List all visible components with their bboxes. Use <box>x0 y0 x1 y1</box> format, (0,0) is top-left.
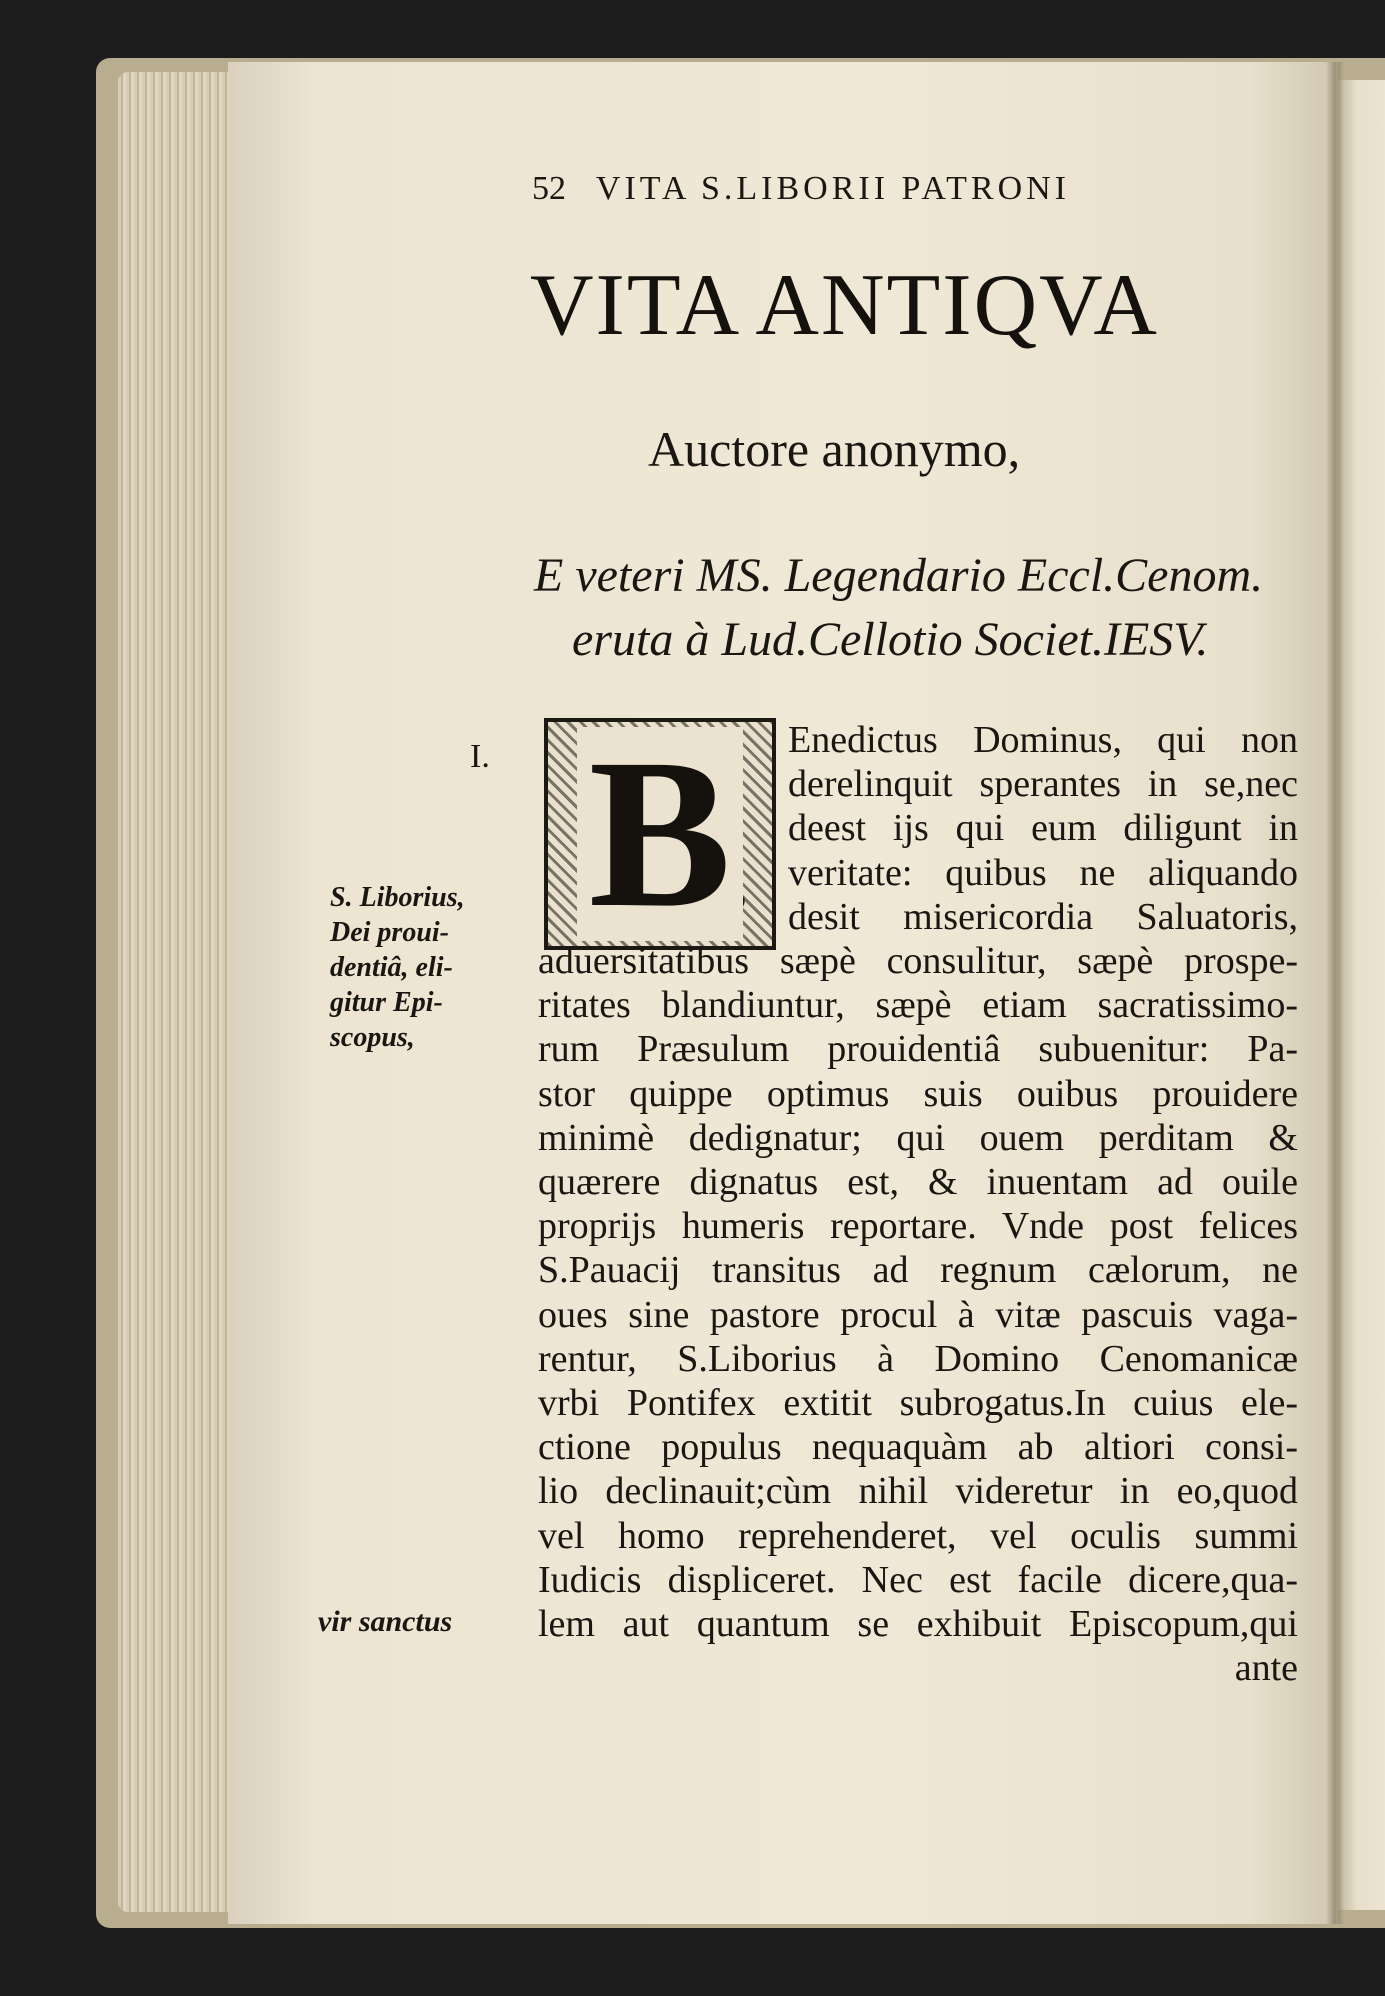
text-line: ctione populus nequaquàm ab altiori consi- <box>538 1426 1298 1469</box>
chapter-number: I. <box>470 738 490 775</box>
running-head-title: VITA S.LIBORII PATRONI <box>595 170 1070 207</box>
text-line: rentur, S.Liborius à Domino Cenomanicæ <box>538 1337 1298 1380</box>
text-line: proprijs humeris reportare. Vnde post felices <box>538 1205 1298 1248</box>
text-line: minimè dedignatur; qui ouem perditam & <box>538 1116 1298 1159</box>
text-line: stor quippe optimus suis ouibus prouidere <box>538 1072 1298 1115</box>
text-line: desit misericordia Saluatoris, <box>788 895 1298 938</box>
text-line: Iudicis displiceret. Nec est facile dicere,qua- <box>538 1558 1298 1601</box>
margin-note-line: Dei proui- <box>330 917 449 948</box>
text-line: vrbi Pontifex extitit subrogatus.In cuius ele- <box>538 1382 1298 1425</box>
drop-cap-letter: B <box>577 727 744 941</box>
text-line: lio declinauit;cùm nihil videretur in eo,quod <box>538 1470 1298 1513</box>
source-line-1: E veteri MS. Legendario Eccl.Cenom. <box>534 549 1264 602</box>
text-line: rum Præsulum prouidentiâ subuenitur: Pa- <box>538 1028 1298 1071</box>
text-line: veritate: quibus ne aliquando <box>788 851 1298 894</box>
margin-note-line: scopus, <box>330 1022 415 1053</box>
margin-note-line: gitur Epi- <box>330 987 443 1018</box>
margin-note <box>330 880 500 1055</box>
text-line: Enedictus Dominus, qui non <box>788 719 1298 761</box>
facing-page <box>1338 80 1385 1910</box>
page-title: VITA ANTIQVA <box>530 257 1159 354</box>
body-text <box>538 718 1298 1690</box>
text-line: lem aut quantum se exhibuit Episcopum,qui <box>538 1603 1298 1646</box>
text-line: quærere dignatus est, & inuentam ad ouile <box>538 1161 1298 1204</box>
text-line: deest ijs qui eum diligunt in <box>788 807 1298 850</box>
margin-note-2: vir sanctus <box>318 1605 453 1638</box>
source-line-2: eruta à Lud.Cellotio Societ.IESV. <box>572 613 1209 666</box>
text-line: vel homo reprehenderet, vel oculis summi <box>538 1514 1298 1557</box>
subtitle: Auctore anonymo, <box>648 421 1021 477</box>
running-head <box>532 170 1262 208</box>
text-line: S.Pauacij transitus ad regnum cælorum, ne <box>538 1249 1298 1292</box>
text-line: aduersitatibus sæpè consulitur, sæpè prospe- <box>538 940 1298 983</box>
gutter-shadow <box>1326 62 1344 1924</box>
catchword: ante <box>1234 1647 1298 1690</box>
page-number: 52 <box>532 170 566 207</box>
text-line: oues sine pastore procul à vitæ pascuis vaga- <box>538 1293 1298 1336</box>
margin-note-line: dentiâ, eli- <box>330 952 453 983</box>
text-line: ritates blandiuntur, sæpè etiam sacratissimo- <box>538 984 1298 1027</box>
margin-note-line: S. Liborius, <box>330 882 465 913</box>
text-line: derelinquit sperantes in se,nec <box>788 763 1298 806</box>
